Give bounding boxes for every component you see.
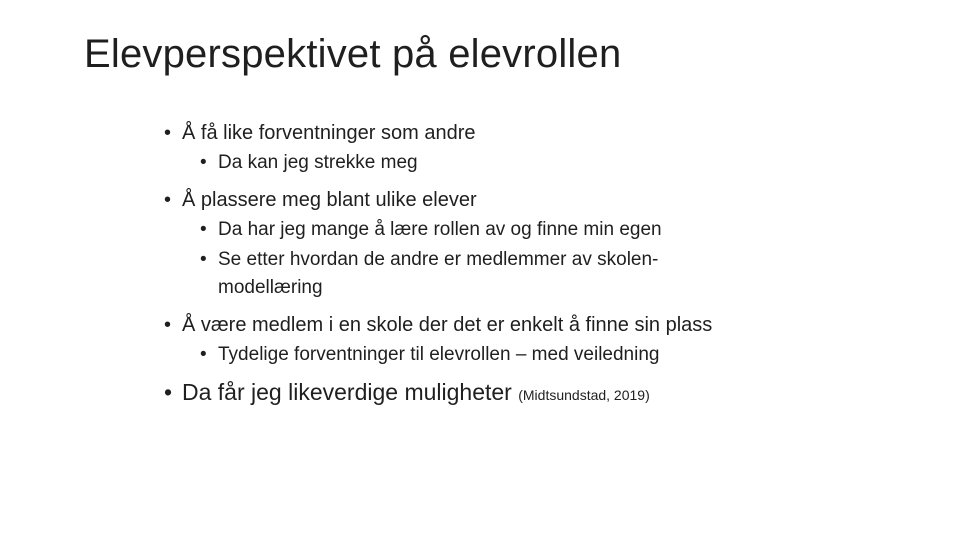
bullet-item-level1 [164, 313, 713, 337]
bullet-text: Tydelige forventninger til elevrollen – med veiledning [218, 344, 660, 365]
slide-title: Elevperspektivet på elevrollen [84, 32, 622, 76]
bullet-continuation [218, 276, 323, 300]
bullet-item-level1 [164, 121, 476, 145]
bullet-icon: • [200, 219, 207, 240]
bullet-item-level1 [164, 378, 650, 409]
bullet-text: Å plassere meg blant ulike elever [182, 189, 477, 211]
bullet-icon: • [164, 189, 172, 211]
citation: (Midtsundstad, 2019) [518, 387, 650, 403]
bullet-icon: • [200, 152, 207, 173]
bullet-text: Da kan jeg strekke meg [218, 152, 418, 173]
bullet-text: Å få like forventninger som andre [182, 122, 476, 144]
bullet-item-level2 [200, 218, 662, 242]
bullet-item-level1 [164, 188, 477, 212]
bullet-item-level2 [200, 248, 659, 272]
bullet-text: Å være medlem i en skole der det er enkelt å finne sin plass [182, 314, 713, 336]
bullet-text: modellæring [218, 277, 323, 298]
bullet-icon: • [164, 379, 173, 405]
bullet-text: Da har jeg mange å lære rollen av og finne min egen [218, 219, 662, 240]
bullet-icon: • [164, 314, 172, 336]
bullet-icon: • [164, 122, 172, 144]
bullet-text: Da får jeg likeverdige muligheter [182, 379, 512, 405]
bullet-icon: • [200, 249, 207, 270]
bullet-item-level2 [200, 343, 660, 367]
bullet-icon: • [200, 344, 207, 365]
bullet-item-level2 [200, 151, 418, 175]
bullet-text: Se etter hvordan de andre er medlemmer av skolen- [218, 249, 659, 270]
